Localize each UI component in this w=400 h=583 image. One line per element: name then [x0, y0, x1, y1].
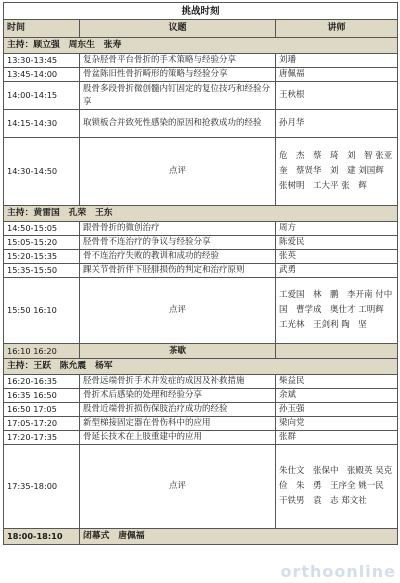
topic-cell: 取锁板合并致死性感染的原因和抢救成功的经验 [80, 110, 276, 138]
closing-row [4, 529, 398, 545]
table-row [4, 82, 398, 110]
table-row [4, 389, 398, 403]
commentator-names: 危 杰 蔡 琦 刘 智 张亚奎 蔡贤华 刘 建 刘国辉 张树明 工大平 张 辉 [279, 151, 393, 191]
table-row [4, 278, 398, 344]
time-cell: 16:20-16:35 [4, 375, 80, 389]
topic-cell: 骨盆陈旧性骨折畸形的策略与经验分享 [80, 68, 276, 82]
lecturer-cell: 梁向党 [276, 417, 398, 431]
time-cell: 17:05-17:20 [4, 417, 80, 431]
time-cell: 17:35-18:00 [4, 445, 80, 529]
time-cell: 13:30-13:45 [4, 54, 80, 68]
commentator-names: 朱仕文 张保中 张殿英 吴克俭 朱 勇 王序全 姚一民 干铁男 袁 志 郑文社 [279, 466, 393, 506]
lecturer-cell [276, 138, 398, 206]
header-time: 时间 [4, 20, 80, 38]
topic-cell: 踝关节骨折伴下胫腓损伤的判定和治疗原则 [80, 264, 276, 278]
lecturer-cell: 周方 [276, 222, 398, 236]
time-cell: 14:30-14:50 [4, 138, 80, 206]
topic-cell: 胫骨远端骨折手术并发症的成因及补救措施 [80, 375, 276, 389]
watermark-logo: orthoonline [280, 562, 396, 581]
table-row [4, 445, 398, 529]
table-row [4, 264, 398, 278]
session-chair-row [4, 359, 398, 375]
time-cell: 18:00-18:10 [4, 529, 80, 545]
lecturer-cell: 孙月华 [276, 110, 398, 138]
tea-break-row [4, 344, 398, 359]
session-chairs: 主持：顾立强 周东生 张寿 [4, 38, 398, 54]
lecturer-cell: 刘璠 [276, 54, 398, 68]
session-chairs: 主持：黄雷国 孔荣 王东 [4, 206, 398, 222]
table-row [4, 54, 398, 68]
time-cell: 15:35-15:50 [4, 264, 80, 278]
lecturer-cell: 唐佩福 [276, 68, 398, 82]
schedule-title: 挑战时刻 [4, 3, 398, 20]
lecturer-cell: 张英 [276, 250, 398, 264]
topic-cell: 点评 [80, 278, 276, 344]
time-cell: 15:50 16:10 [4, 278, 80, 344]
table-row [4, 236, 398, 250]
time-cell: 15:20-15:35 [4, 250, 80, 264]
header-lecturer: 讲师 [276, 20, 398, 38]
session-chair-row [4, 206, 398, 222]
closing-chairs: 闭幕式 唐佩福 [80, 529, 398, 545]
table-row [4, 222, 398, 236]
table-row [4, 403, 398, 417]
time-cell: 13:45-14:00 [4, 68, 80, 82]
topic-cell: 骨不连治疗失败的教训和成功的经验 [80, 250, 276, 264]
header-row [4, 20, 398, 38]
table-row [4, 375, 398, 389]
time-cell: 14:15-14:30 [4, 110, 80, 138]
topic-cell: 复杂胫骨平台骨折的手术策略与经验分享 [80, 54, 276, 68]
table-row [4, 110, 398, 138]
schedule-table [3, 2, 398, 545]
table-row [4, 417, 398, 431]
topic-cell: 跟骨骨折的微创治疗 [80, 222, 276, 236]
session-chair-row [4, 38, 398, 54]
lecturer-cell: 陈爱民 [276, 236, 398, 250]
empty-cell [276, 344, 398, 359]
table-row [4, 138, 398, 206]
table-row [4, 250, 398, 264]
lecturer-cell: 武勇 [276, 264, 398, 278]
lecturer-cell: 王秋根 [276, 82, 398, 110]
topic-cell: 骨延长技术在上肢重建中的应用 [80, 431, 276, 445]
time-cell: 16:50 17:05 [4, 403, 80, 417]
commentator-names: 工爱国 林 鹏 李开南 付中国 曹学成 奥仕才 工明辉 工光林 王剑利 陶 坚 [279, 290, 393, 330]
session-chairs: 主持：王跃 陈允震 杨军 [4, 359, 398, 375]
topic-cell: 新型梯接固定器在骨伤科中的应用 [80, 417, 276, 431]
lecturer-cell: 柴益民 [276, 375, 398, 389]
topic-cell: 骨折术后感染的处理和经验分享 [80, 389, 276, 403]
tea-break-label: 茶歇 [80, 344, 276, 359]
time-cell: 16:35 16:50 [4, 389, 80, 403]
header-topic: 议题 [80, 20, 276, 38]
lecturer-cell [276, 445, 398, 529]
topic-cell: 胫骨骨不连治疗的争议与经验分享 [80, 236, 276, 250]
table-row [4, 68, 398, 82]
schedule-sheet [3, 2, 397, 545]
time-cell: 17:20-17:35 [4, 431, 80, 445]
lecturer-cell: 余斌 [276, 389, 398, 403]
lecturer-cell: 孙玉强 [276, 403, 398, 417]
time-cell: 15:05-15:20 [4, 236, 80, 250]
time-cell: 14:00-14:15 [4, 82, 80, 110]
lecturer-cell [276, 278, 398, 344]
time-cell: 16:10 16:20 [4, 344, 80, 359]
time-cell: 14:50-15:05 [4, 222, 80, 236]
title-row [4, 3, 398, 20]
table-row [4, 431, 398, 445]
topic-cell: 点评 [80, 445, 276, 529]
topic-cell: 股骨近端骨折损伤保肢治疗成功的经验 [80, 403, 276, 417]
topic-cell: 点评 [80, 138, 276, 206]
lecturer-cell: 张群 [276, 431, 398, 445]
topic-cell: 股骨多段骨折微创髓内钉固定的复位技巧和经验分享 [80, 82, 276, 110]
